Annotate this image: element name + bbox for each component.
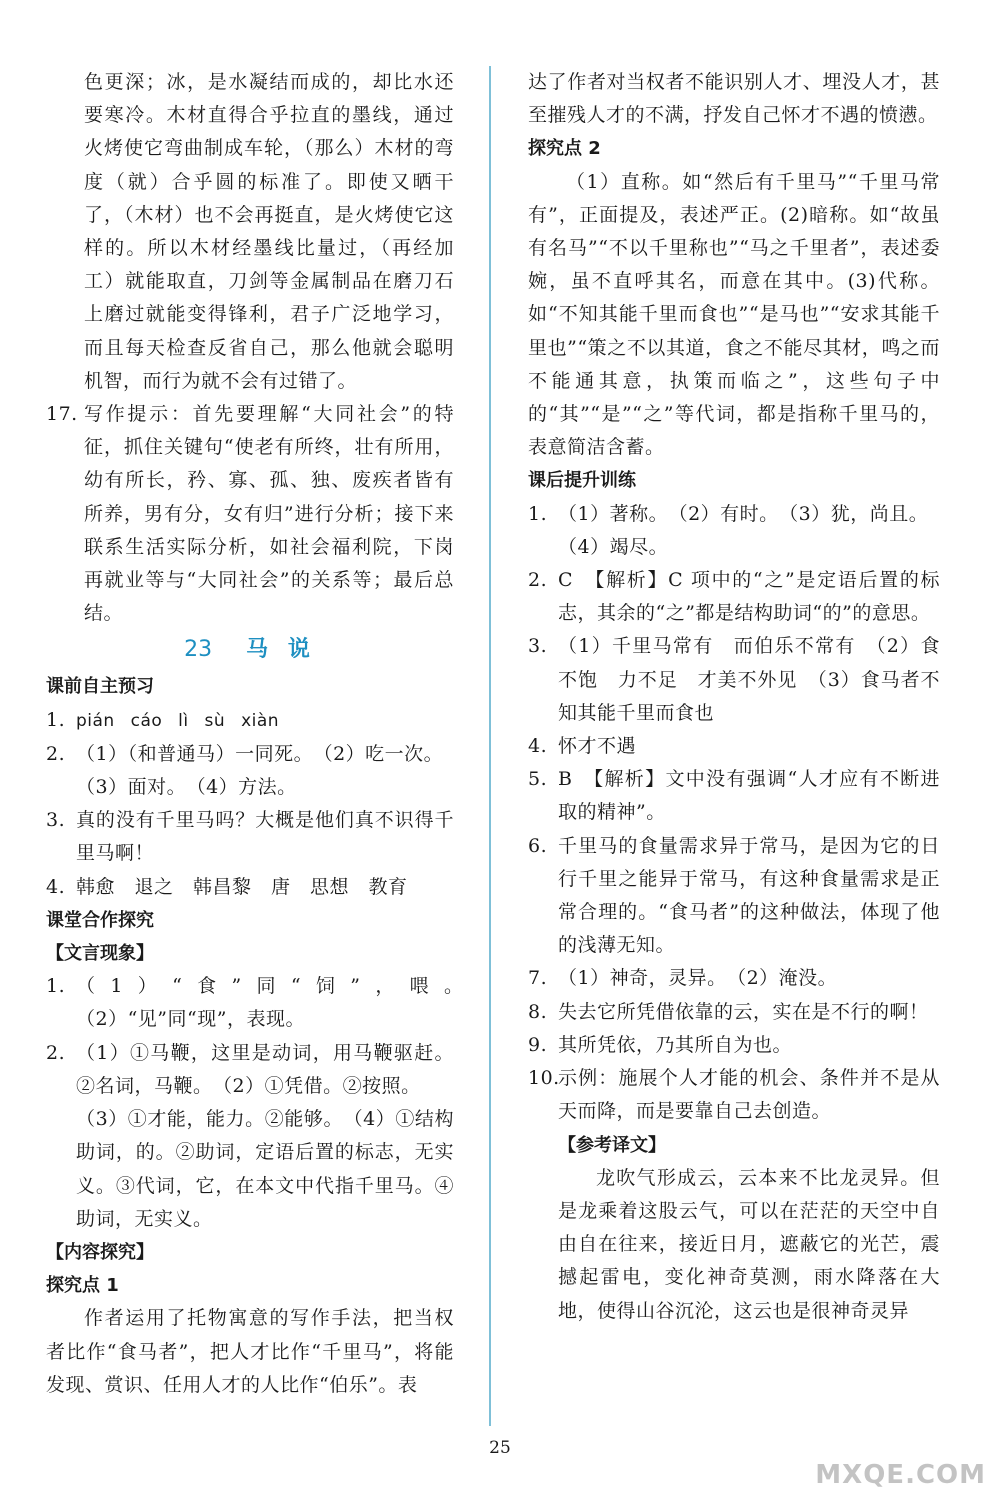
- wenyan-2-line-a: （1）①马鞭，这里是动词，用马鞭驱赶。②名词，马鞭。 （2）①凭借。②按照。: [76, 1041, 454, 1097]
- answer-6-text: 千里马的食量需求异于常马，是因为它的日行千里之能异于常马，有这种食量需求是正常合理的。“食马者”的这种做法，体现了他的浅薄无知。: [558, 834, 940, 957]
- point-1-heading: 探究点 1: [46, 1275, 119, 1297]
- q16-continuation: 色更深；冰，是水凝结而成的，却比水还要寒冷。木材直得合乎拉直的墨线，通过火烤使它弯曲制成车轮，（那么）木材的弯度（就）合乎圆的标准了。即使又晒干了，（木材）也不会再挺直，是火烤使它这样的。所以木材经墨线比量过，（再经加工）就能取直，刀剑等金属制品在磨刀石上磨过就能变得锋利，君子广泛地学习，而且每天检查反省自己，那么他就会聪明机智，而行为就不会有过错了。: [84, 71, 454, 392]
- right-column: [528, 66, 940, 1328]
- answer-1-line-a: （1）著称。 （2）有时。 （3）犹，尚且。: [558, 502, 929, 525]
- preview-2-number: 2.: [46, 742, 66, 765]
- answer-10: [528, 1062, 940, 1128]
- wenyan-1-text: （1）“食”同“饲”，喂。 （2）“见”同“现”，表现。: [76, 975, 474, 1031]
- section-class-heading: 课堂合作探究: [46, 909, 154, 931]
- left-column: [46, 66, 474, 1402]
- answer-1: [528, 498, 940, 531]
- answer-8: [528, 996, 940, 1029]
- wenyan-2-number: 2.: [46, 1041, 66, 1064]
- preview-1-number: 1.: [46, 708, 66, 731]
- answer-2-text: C 【解析】C 项中的“之”是定语后置的标志，其余的“之”都是结构助词“的”的意思。: [558, 569, 940, 625]
- answer-10-text: 示例：施展个人才能的机会、条件并不是从天而降，而是要靠自己去创造。: [558, 1067, 940, 1123]
- translation-heading: 【参考译文】: [558, 1134, 666, 1156]
- answer-2: [528, 564, 940, 630]
- answer-4: [528, 730, 940, 763]
- answer-6: [528, 830, 940, 963]
- answer-9-number: 9.: [528, 1033, 548, 1056]
- answer-1-number: 1.: [528, 502, 548, 525]
- point-1-text: 作者运用了托物寓意的写作手法，把当权者比作“食马者”，把人才比作“千里马”，将能发现、赏识、任用人才的人比作“伯乐”。表: [46, 1307, 454, 1396]
- point-2-text: （1）直称。如“然后有千里马”“千里马常有”，正面提及，表述严正。(2)暗称。如“故虽有名马”“不以千里称也”“马之千里者”，表述委婉，虽不直呼其名，而意在其中。(3)代称。如“不知其能千里而食也”“是马也”“安求其能千里也”“策之不以其道，食之不能尽其材，鸣之而不能通其意，执策而临之”，这些句子中的“其”“是”“之”等代词，都是指称千里马的，表意简洁含蓄。: [528, 170, 940, 459]
- answer-8-text: 失去它所凭借依靠的云，实在是不行的啊！: [558, 1000, 929, 1023]
- preview-2: [46, 738, 454, 771]
- preview-4-number: 4.: [46, 875, 66, 898]
- lesson-title: [46, 630, 454, 670]
- answer-10-number: 10.: [528, 1067, 560, 1090]
- answer-3: [528, 630, 940, 730]
- answer-3-number: 3.: [528, 635, 548, 658]
- preview-3: [46, 804, 454, 870]
- answer-2-number: 2.: [528, 569, 548, 592]
- preview-2-line-b: （3）面对。 （4）方法。: [76, 776, 297, 799]
- answer-9-text: 其所凭依，乃其所自为也。: [558, 1033, 793, 1056]
- q17-text: 写作提示：首先要理解“大同社会”的特征，抓住关键句“使老有所终，壮有所用，幼有所长，矜、寡、孤、独、废疾者皆有所养，男有分，女有归”进行分析；接下来联系生活实际分析，如社会福利院，下岗再就业等与“大同社会”的关系等；最后总结。: [84, 403, 454, 625]
- answer-5-text: B 【解析】文中没有强调“人才应有不断进取的精神”。: [558, 768, 940, 824]
- wenyan-2: [46, 1037, 454, 1103]
- answer-3-text: （1）千里马常有 而伯乐不常有 （2）食不饱 力不足 才美不外见 （3）食马者不知其能千里而食也: [558, 635, 940, 724]
- watermark-text: MXQE.COM: [815, 1460, 986, 1490]
- section-after-heading: 课后提升训练: [528, 470, 636, 492]
- answer-7-text: （1）神奇，灵异。 （2）淹没。: [558, 967, 838, 990]
- pinyin-answer: pián cáo lì sù xiàn: [76, 710, 280, 731]
- wenyan-heading: 【文言现象】: [46, 943, 154, 965]
- answer-8-number: 8.: [528, 1000, 548, 1023]
- wenyan-2-line-b: （3）①才能，能力。②能够。 （4）①结构助词，的。②助词，定语后置的标志，无实义。③代词，它，在本文中代指千里马。④助词，无实义。: [76, 1108, 454, 1230]
- answer-5-number: 5.: [528, 768, 548, 791]
- preview-4-text: 韩愈 退之 韩昌黎 唐 思想 教育: [76, 875, 408, 898]
- point-1-continuation: 达了作者对当权者不能识别人才、埋没人才，甚至摧残人才的不满，抒发自己怀才不遇的愤懑。: [528, 71, 940, 127]
- section-preview-heading: 课前自主预习: [46, 676, 154, 698]
- preview-4: [46, 871, 454, 904]
- answer-7-number: 7.: [528, 967, 548, 990]
- lesson-number: 23: [184, 637, 213, 663]
- answer-4-text: 怀才不遇: [558, 735, 637, 758]
- column-divider: [489, 66, 491, 1426]
- answer-5: [528, 763, 940, 829]
- answer-1-line-b: （4）竭尽。: [558, 535, 669, 558]
- translation-text: 龙吹气形成云，云本来不比龙灵异。但是龙乘着这股云气，可以在茫茫的天空中自由自在往来，接近日月，遮蔽它的光芒，震撼起雷电，变化神奇莫测，雨水降落在大地，使得山谷沉沦，这云也是很神奇灵异: [558, 1166, 940, 1322]
- content-heading: 【内容探究】: [46, 1241, 154, 1263]
- answer-9: [528, 1029, 940, 1062]
- point-2-heading: 探究点 2: [528, 138, 601, 160]
- wenyan-1-number: 1.: [46, 975, 66, 998]
- preview-1: [46, 704, 454, 738]
- page-number: 25: [489, 1438, 511, 1458]
- lesson-name: 马 说: [246, 637, 316, 663]
- preview-3-text: 真的没有千里马吗？大概是他们真不识得千里马啊！: [76, 809, 454, 865]
- preview-2-line-a: （1）（和普通马）一同死。 （2）吃一次。: [76, 742, 444, 765]
- preview-3-number: 3.: [46, 809, 66, 832]
- answer-4-number: 4.: [528, 735, 548, 758]
- answer-7: [528, 962, 940, 995]
- q17-number: 17.: [46, 403, 78, 426]
- question-17: [46, 398, 454, 630]
- wenyan-1: [46, 970, 474, 1036]
- watermark-logo: [796, 1420, 986, 1490]
- answer-6-number: 6.: [528, 834, 548, 857]
